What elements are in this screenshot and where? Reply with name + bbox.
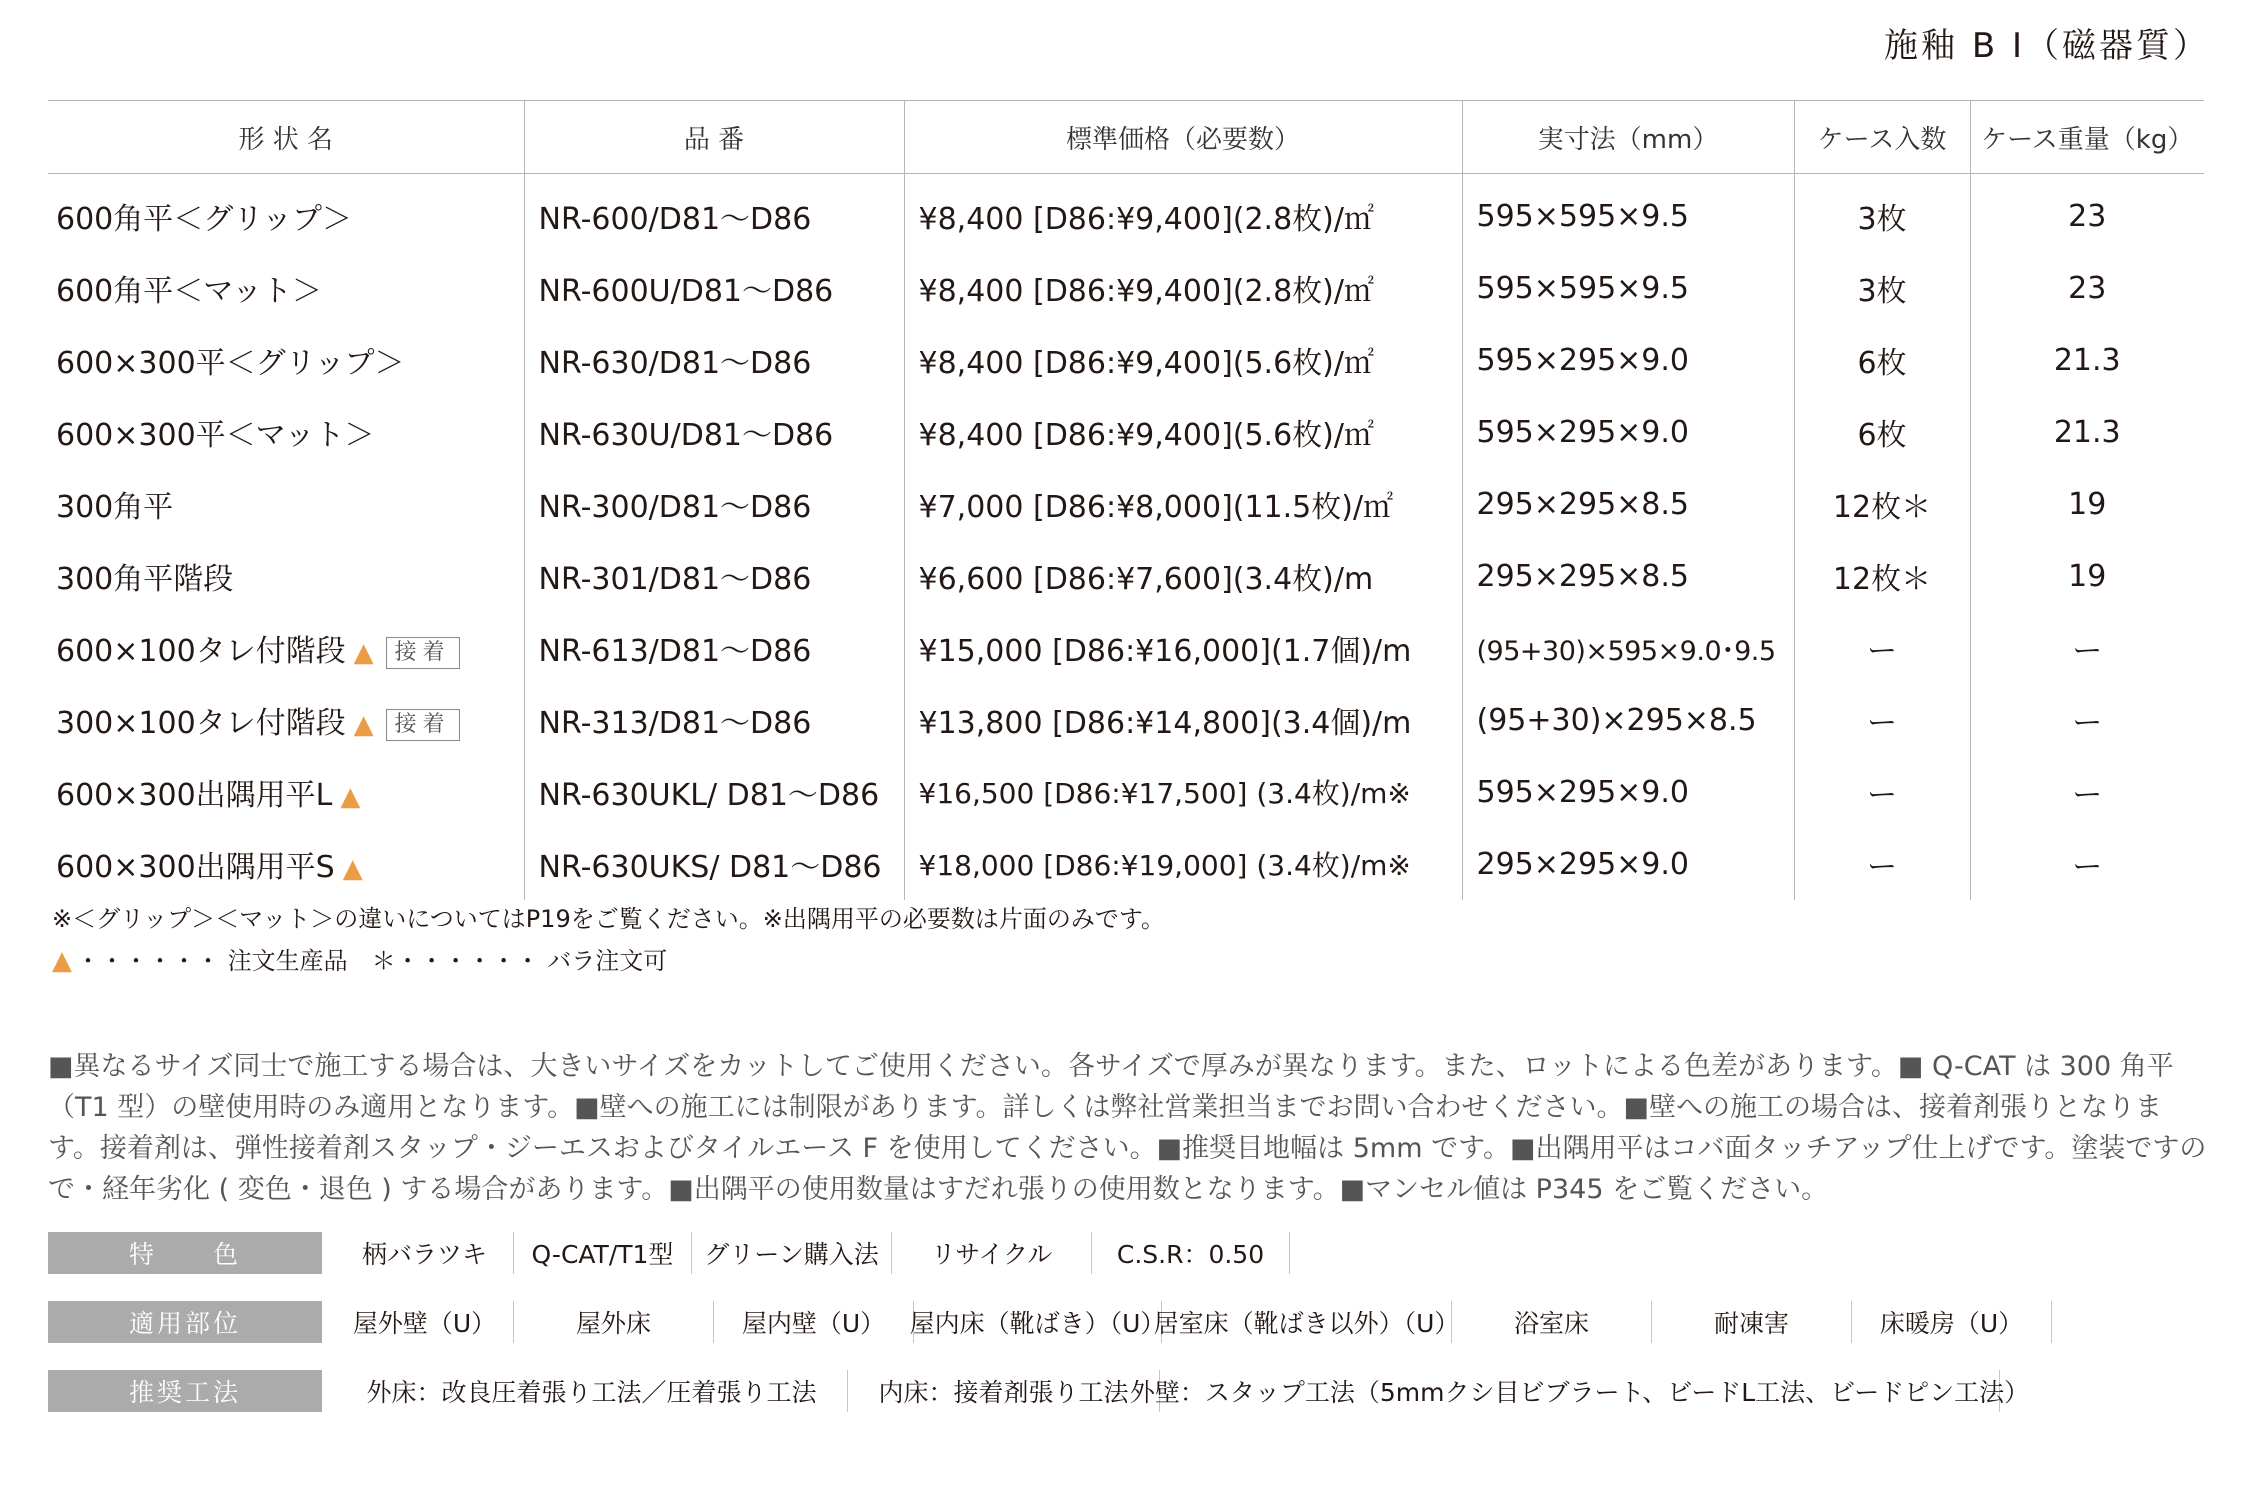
cell-shape-name — [48, 174, 524, 253]
cell-price: ¥8,400 [D86:¥9,400](5.6枚)/㎡ — [904, 396, 1462, 468]
cell-case-weight: 23 — [1970, 252, 2204, 324]
cell-size: 595×595×9.5 — [1462, 252, 1794, 324]
applicable-label: 適用部位 — [48, 1301, 322, 1343]
feature-item: 柄バラツキ — [336, 1232, 514, 1274]
method-item: 内床：接着剤張り工法 — [848, 1370, 1160, 1412]
cell-case-quantity: ー — [1794, 828, 1970, 900]
shape-name-text: 300角平 — [56, 490, 174, 525]
feature-item: リサイクル — [892, 1232, 1092, 1274]
header-case-quantity: ケース入数 — [1794, 101, 1970, 174]
cell-product-code: NR-301/D81～D86 — [524, 540, 904, 612]
table-row — [48, 828, 2204, 900]
applicable-item: 屋外床 — [514, 1301, 714, 1343]
shape-name-text: 300角平階段 — [56, 562, 234, 597]
cell-shape-name — [48, 540, 524, 612]
header-case-weight: ケース重量（kg） — [1970, 101, 2204, 174]
applicable-row — [48, 1301, 2052, 1343]
cell-case-weight: 19 — [1970, 468, 2204, 540]
cell-price: ¥15,000 [D86:¥16,000](1.7個)/m — [904, 612, 1462, 684]
made-to-order-triangle-icon: ▲ — [340, 782, 361, 812]
cell-case-weight: 19 — [1970, 540, 2204, 612]
cell-size: 595×295×9.0 — [1462, 396, 1794, 468]
cell-case-quantity: 12枚＊ — [1794, 468, 1970, 540]
cell-case-weight: 21.3 — [1970, 324, 2204, 396]
cell-size: 295×295×9.0 — [1462, 828, 1794, 900]
table-row — [48, 396, 2204, 468]
cell-size: 595×295×9.0 — [1462, 756, 1794, 828]
table-row — [48, 468, 2204, 540]
cell-product-code: NR-630UKS/ D81～D86 — [524, 828, 904, 900]
table-row — [48, 540, 2204, 612]
applicable-item: 居室床（靴ばき以外）（U） — [1162, 1301, 1452, 1343]
applicable-item: 屋内壁（U） — [714, 1301, 914, 1343]
shape-name-text: 300×100タレ付階段 — [56, 706, 346, 741]
cell-case-weight: ー — [1970, 828, 2204, 900]
cell-product-code: NR-600/D81～D86 — [524, 174, 904, 253]
shape-name-text: 600×100タレ付階段 — [56, 634, 346, 669]
cell-price: ¥6,600 [D86:¥7,600](3.4枚)/m — [904, 540, 1462, 612]
applicable-item: 床暖房（U） — [1852, 1301, 2052, 1343]
features-label: 特 色 — [48, 1232, 322, 1274]
applicable-item: 屋外壁（U） — [336, 1301, 514, 1343]
features-items — [336, 1232, 1290, 1274]
shape-name-text: 600角平＜マット＞ — [56, 274, 323, 309]
cell-case-quantity: ー — [1794, 756, 1970, 828]
header-product-code: 品 番 — [524, 101, 904, 174]
shape-name-text: 600×300平＜グリップ＞ — [56, 346, 405, 381]
cell-shape-name — [48, 324, 524, 396]
adhesive-badge: 接着 — [386, 709, 460, 741]
cell-case-weight: ー — [1970, 612, 2204, 684]
cell-price: ¥8,400 [D86:¥9,400](5.6枚)/㎡ — [904, 324, 1462, 396]
cell-shape-name — [48, 396, 524, 468]
cell-product-code: NR-630UKL/ D81～D86 — [524, 756, 904, 828]
spec-table — [48, 100, 2204, 900]
cell-product-code: NR-630/D81～D86 — [524, 324, 904, 396]
methods-items — [336, 1370, 2030, 1412]
cell-size: (95+30)×295×8.5 — [1462, 684, 1794, 756]
cell-case-quantity: 3枚 — [1794, 252, 1970, 324]
cell-price: ¥8,400 [D86:¥9,400](2.8枚)/㎡ — [904, 252, 1462, 324]
made-to-order-triangle-icon: ▲ — [353, 710, 374, 740]
cell-product-code: NR-313/D81～D86 — [524, 684, 904, 756]
cell-case-quantity: ー — [1794, 684, 1970, 756]
cell-case-quantity: 6枚 — [1794, 396, 1970, 468]
cell-product-code: NR-600U/D81～D86 — [524, 252, 904, 324]
page-title: 施釉 B I（磁器質） — [1884, 26, 2210, 66]
cell-product-code: NR-300/D81～D86 — [524, 468, 904, 540]
table-row — [48, 324, 2204, 396]
features-row — [48, 1232, 1290, 1274]
header-shape-name: 形 状 名 — [48, 101, 524, 174]
cell-case-weight: ー — [1970, 684, 2204, 756]
feature-item: グリーン購入法 — [692, 1232, 892, 1274]
cell-size: 295×295×8.5 — [1462, 468, 1794, 540]
cell-price: ¥13,800 [D86:¥14,800](3.4個)/m — [904, 684, 1462, 756]
made-to-order-triangle-icon: ▲ — [353, 638, 374, 668]
cell-shape-name — [48, 468, 524, 540]
cell-shape-name — [48, 612, 524, 684]
method-item: 外床：改良圧着張り工法／圧着張り工法 — [336, 1370, 848, 1412]
table-row — [48, 252, 2204, 324]
cell-product-code: NR-613/D81～D86 — [524, 612, 904, 684]
feature-item: C.S.R：0.50 — [1092, 1232, 1290, 1274]
applicable-item: 浴室床 — [1452, 1301, 1652, 1343]
header-actual-size: 実寸法（mm） — [1462, 101, 1794, 174]
header-standard-price: 標準価格（必要数） — [904, 101, 1462, 174]
adhesive-badge: 接着 — [386, 637, 460, 669]
cell-case-quantity: 12枚＊ — [1794, 540, 1970, 612]
cell-price: ¥16,500 [D86:¥17,500] (3.4枚)/m※ — [904, 756, 1462, 828]
cell-shape-name — [48, 252, 524, 324]
made-to-order-triangle-icon: ▲ — [52, 946, 72, 976]
cell-price: ¥18,000 [D86:¥19,000] (3.4枚)/m※ — [904, 828, 1462, 900]
cell-case-weight: ー — [1970, 756, 2204, 828]
feature-item: Q-CAT/T1型 — [514, 1232, 692, 1274]
made-to-order-triangle-icon: ▲ — [342, 854, 363, 884]
cell-case-quantity: ー — [1794, 612, 1970, 684]
cell-case-weight: 23 — [1970, 174, 2204, 253]
cell-price: ¥7,000 [D86:¥8,000](11.5枚)/㎡ — [904, 468, 1462, 540]
methods-row — [48, 1370, 2030, 1412]
table-row — [48, 684, 2204, 756]
cell-shape-name — [48, 684, 524, 756]
cell-price: ¥8,400 [D86:¥9,400](2.8枚)/㎡ — [904, 174, 1462, 253]
cell-case-quantity: 3枚 — [1794, 174, 1970, 253]
legend-single-order-text: ・・・・・・ バラ注文可 — [395, 947, 668, 975]
cell-shape-name — [48, 756, 524, 828]
legend-line — [52, 940, 1165, 982]
footnote-line: ※＜グリップ＞＜マット＞の違いについてはP19をご覧ください。※出隅用平の必要数は片面のみです。 — [52, 905, 1165, 933]
cell-size: 295×295×8.5 — [1462, 540, 1794, 612]
shape-name-text: 600角平＜グリップ＞ — [56, 202, 353, 237]
applicable-item: 耐凍害 — [1652, 1301, 1852, 1343]
cell-size: 595×295×9.0 — [1462, 324, 1794, 396]
table-row — [48, 612, 2204, 684]
applicable-items — [336, 1301, 2052, 1343]
cell-case-quantity: 6枚 — [1794, 324, 1970, 396]
table-row — [48, 174, 2204, 253]
cell-size: (95+30)×595×9.0･9.5 — [1462, 612, 1794, 684]
table-row — [48, 756, 2204, 828]
usage-notes: ■異なるサイズ同士で施工する場合は、大きいサイズをカットしてご使用ください。各サイズで厚みが異なります。また、ロットによる色差があります。■ Q-CAT は 300 角平（T1 型）の壁使用時のみ適用となります。■壁への施工には制限があります。詳しくは弊社営業担当までお問い合わせください。■壁への施工の場合は、接着剤張りとなります。接着剤は、弾性接着剤スタップ・ジーエスおよびタイルエース F を使用してください。■推奨目地幅は 5mm です。■出隅用平はコバ面タッチアップ仕上げです。塗装ですので・経年劣化 ( 変色・退色 ) する場合があります。■出隅平の使用数量はすだれ張りの使用数となります。■マンセル値は P345 をご覧ください。 — [48, 1051, 2207, 1205]
table-header-row — [48, 101, 2204, 174]
footnotes — [52, 898, 1165, 982]
shape-name-text: 600×300平＜マット＞ — [56, 418, 375, 453]
shape-name-text: 600×300出隅用平S — [56, 850, 335, 885]
cell-size: 595×595×9.5 — [1462, 174, 1794, 253]
applicable-item: 屋内床（靴ばき）（U） — [914, 1301, 1162, 1343]
cell-case-weight: 21.3 — [1970, 396, 2204, 468]
asterisk-icon: ＊ — [371, 947, 396, 975]
methods-label: 推奨工法 — [48, 1370, 322, 1412]
cell-shape-name — [48, 828, 524, 900]
shape-name-text: 600×300出隅用平L — [56, 778, 333, 813]
cell-product-code: NR-630U/D81～D86 — [524, 396, 904, 468]
legend-made-to-order-text: ・・・・・・ 注文生産品 — [76, 947, 348, 975]
method-item: 外壁：スタップ工法（5mmクシ目ビブラート、ビードL工法、ビードピン工法） — [1160, 1370, 2000, 1412]
